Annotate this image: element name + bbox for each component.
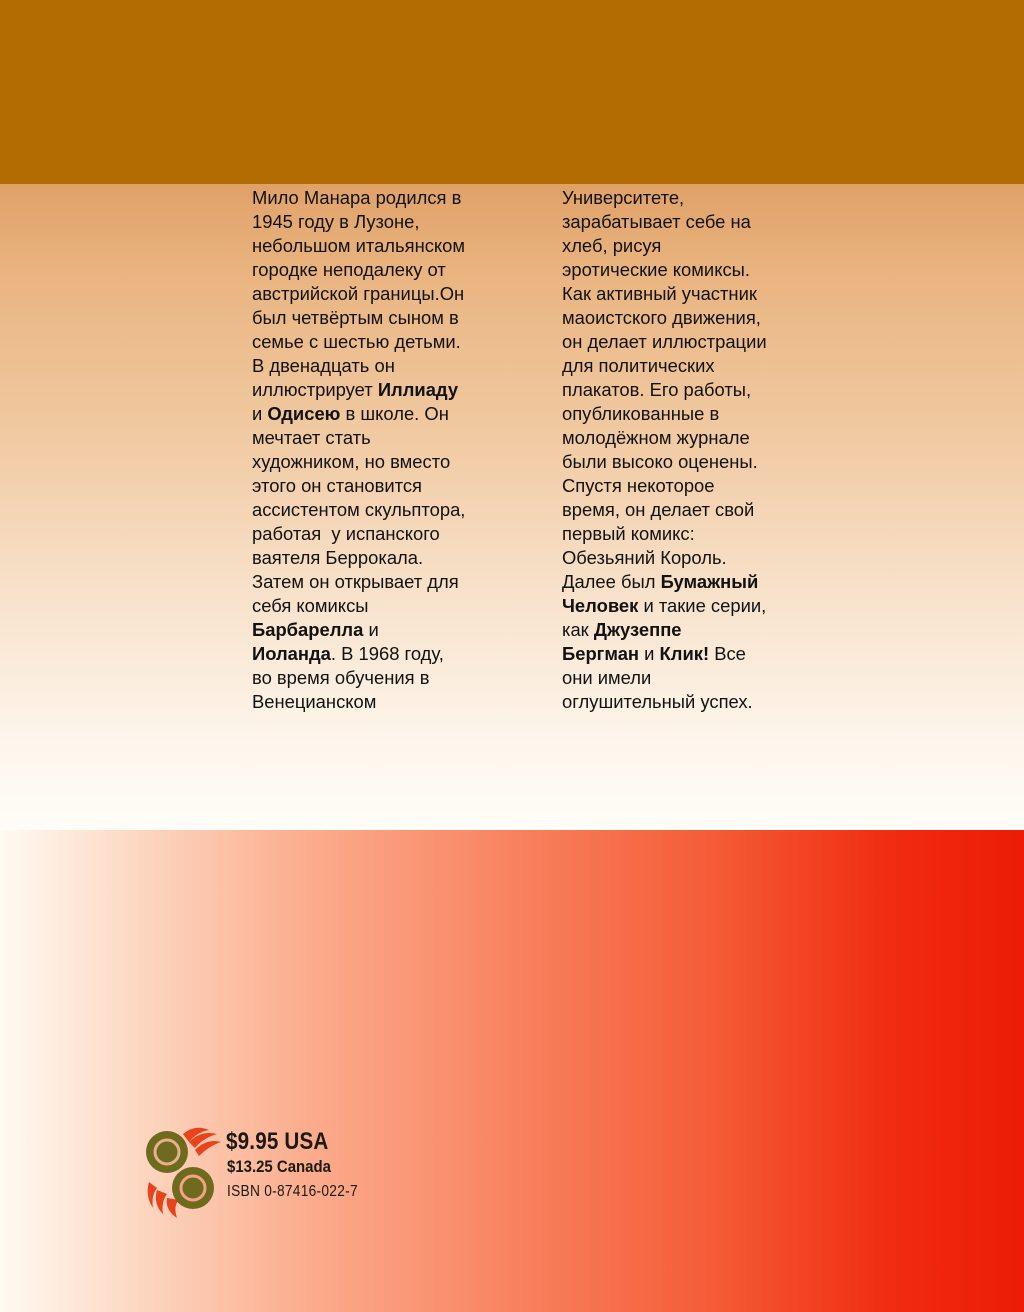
bio-line — [562, 594, 802, 618]
bio-text: для политических — [562, 355, 715, 376]
bio-line — [252, 426, 542, 450]
top-color-band — [0, 0, 1024, 184]
bio-text: небольшом итальянском — [252, 235, 466, 256]
bio-text: во время обучения в — [252, 667, 430, 688]
bio-text: 1945 году в Лузоне, — [252, 211, 420, 232]
bio-line — [562, 546, 802, 570]
bio-line — [562, 402, 802, 426]
bio-text: Обезьяний Король. — [562, 547, 727, 568]
isbn-number: ISBN 0-87416-022-7 — [227, 1183, 358, 1200]
bio-text: и — [252, 403, 268, 424]
bottom-gradient-band — [0, 830, 1024, 1312]
bio-line — [252, 570, 542, 594]
bio-text: В двенадцать он — [252, 355, 395, 376]
bio-line — [252, 378, 542, 402]
bio-line — [562, 258, 802, 282]
bio-line — [562, 186, 802, 210]
bio-title-bold: Одисею — [267, 403, 341, 424]
bio-text: и — [363, 619, 379, 640]
bio-text: и такие серии, — [638, 595, 767, 616]
bio-text: как — [562, 619, 594, 640]
bio-line — [562, 282, 802, 306]
bio-line — [252, 642, 542, 666]
bio-text: городке неподалеку от — [252, 259, 446, 280]
bio-column-left — [252, 186, 542, 714]
bio-title-bold: Бумажный — [660, 571, 759, 592]
bio-text: они имели — [562, 667, 652, 688]
bio-text: Затем он открывает для — [252, 571, 459, 592]
bio-text: себя комиксы — [252, 595, 369, 616]
bio-text: художником, но вместо — [252, 451, 451, 472]
bio-line — [562, 450, 802, 474]
bio-line — [562, 330, 802, 354]
bio-text: этого он становится — [252, 475, 422, 496]
bio-line — [252, 474, 542, 498]
bio-line — [562, 666, 802, 690]
bio-text: эротические комиксы. — [562, 259, 750, 280]
logo-disc-bottom — [172, 1167, 214, 1209]
bio-line — [562, 522, 802, 546]
bio-text: он делает иллюстрации — [562, 331, 767, 352]
bio-text: и — [639, 643, 660, 664]
bio-line — [252, 258, 542, 282]
bio-title-bold: Иллиаду — [377, 379, 459, 400]
bio-line — [562, 234, 802, 258]
bio-title-bold: Джузеппе — [593, 619, 682, 640]
bio-text: . В 1968 году, — [330, 643, 444, 664]
bio-line — [252, 690, 542, 714]
bio-line — [252, 402, 542, 426]
bio-line — [562, 306, 802, 330]
bio-title-bold: Бергман — [562, 643, 640, 664]
bio-text: Далее был — [562, 571, 661, 592]
bio-text: ассистентом скульптора, — [252, 499, 466, 520]
bio-text: первый комикс: — [562, 523, 695, 544]
bio-line — [562, 378, 802, 402]
bio-column-right — [562, 186, 802, 714]
bio-text: плакатов. Его работы, — [562, 379, 752, 400]
logo-disc-top — [146, 1131, 188, 1173]
bio-text: Университете, — [562, 187, 685, 208]
bio-text: Спустя некоторое — [562, 475, 715, 496]
bio-line — [562, 618, 802, 642]
bio-line — [252, 546, 542, 570]
bio-text: Все — [709, 643, 746, 664]
bio-text: зарабатывает себе на — [562, 211, 751, 232]
bio-line — [252, 450, 542, 474]
bio-line — [252, 522, 542, 546]
bio-line — [252, 186, 542, 210]
bio-title-bold: Клик! — [659, 643, 710, 664]
bio-text: Венецианском — [252, 691, 377, 712]
price-canada: $13.25 Canada — [227, 1157, 331, 1176]
bio-line — [252, 210, 542, 234]
bio-title-bold: Барбарелла — [252, 619, 364, 640]
publisher-logo-icon — [143, 1126, 223, 1218]
bio-text: иллюстрирует — [252, 379, 378, 400]
bio-line — [252, 330, 542, 354]
bio-text: ваятеля Беррокала. — [252, 547, 424, 568]
bio-line — [252, 618, 542, 642]
price-usa: $9.95 USA — [226, 1128, 329, 1155]
bio-line — [562, 354, 802, 378]
bio-text: в школе. Он — [340, 403, 449, 424]
bio-line — [562, 498, 802, 522]
bio-text: работая у испанского — [252, 523, 440, 544]
bio-text: Как активный участник — [562, 283, 757, 304]
bio-text: время, он делает свой — [562, 499, 755, 520]
bio-text: был четвёртым сыном в — [252, 307, 459, 328]
bio-line — [252, 498, 542, 522]
bio-line — [252, 666, 542, 690]
bio-line — [252, 306, 542, 330]
bio-line — [562, 474, 802, 498]
bio-text: семье с шестью детьми. — [252, 331, 461, 352]
bio-line — [562, 210, 802, 234]
bio-text: Мило Манара родился в — [252, 187, 462, 208]
bio-line — [252, 282, 542, 306]
bio-text: хлеб, рисуя — [562, 235, 662, 256]
bio-text: молодёжном журнале — [562, 427, 750, 448]
bio-line — [562, 426, 802, 450]
bio-title-bold: Иоланда — [252, 643, 331, 664]
bio-line — [562, 642, 802, 666]
bio-text: оглушительный успех. — [562, 691, 753, 712]
bio-line — [252, 594, 542, 618]
bio-line — [562, 690, 802, 714]
bio-line — [562, 570, 802, 594]
bio-text: были высоко оценены. — [562, 451, 758, 472]
bio-text: мечтает стать — [252, 427, 371, 448]
bio-text: маоистского движения, — [562, 307, 761, 328]
bio-line — [252, 354, 542, 378]
bio-title-bold: Человек — [562, 595, 639, 616]
bio-line — [252, 234, 542, 258]
bio-text: опубликованные в — [562, 403, 720, 424]
bio-text: австрийской границы.Он — [252, 283, 465, 304]
